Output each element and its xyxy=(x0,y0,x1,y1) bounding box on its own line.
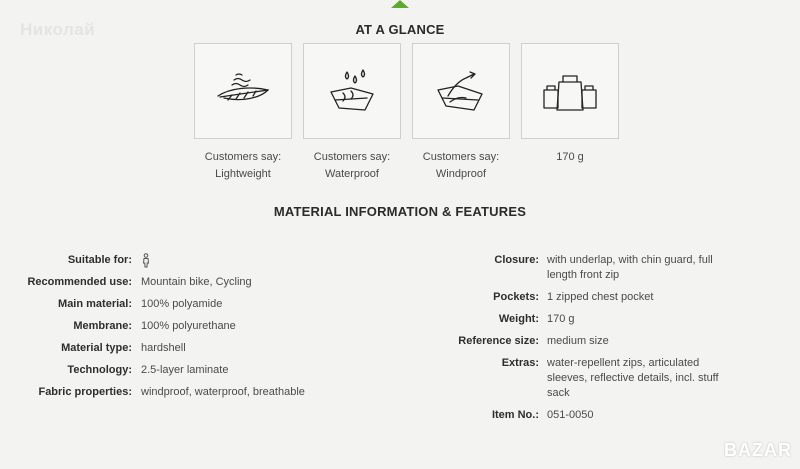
spec-label: Suitable for: xyxy=(67,254,132,266)
glance-caption-line1: Customers say: xyxy=(313,151,391,163)
spec-label: Technology: xyxy=(67,364,132,376)
feather-icon xyxy=(212,66,274,116)
glance-item-windproof xyxy=(412,43,510,183)
spec-label: Item No.: xyxy=(491,409,539,421)
at-a-glance-title: AT A GLANCE xyxy=(355,22,445,37)
spec-list-left xyxy=(0,253,400,407)
spec-label: Closure: xyxy=(494,254,539,266)
spec-value: with underlap, with chin guard, full length front zip xyxy=(547,254,713,281)
watermark-text: Николай xyxy=(20,20,96,39)
spec-row-extras xyxy=(400,356,800,401)
spec-value: windproof, waterproof, breathable xyxy=(141,386,305,398)
spec-row-reference-size xyxy=(400,334,800,349)
spec-value: 100% polyamide xyxy=(141,298,223,310)
spec-row-weight xyxy=(400,312,800,327)
spec-row-material-type xyxy=(0,341,400,356)
weight-icon xyxy=(539,66,601,116)
spec-label: Fabric properties: xyxy=(38,386,132,398)
glance-item-weight xyxy=(521,43,619,166)
spec-label: Extras: xyxy=(501,357,539,369)
glance-caption-line2: Waterproof xyxy=(324,168,379,180)
spec-row-item-no xyxy=(400,408,800,423)
spec-row-closure xyxy=(400,253,800,283)
spec-value: water-repellent zips, articulated sleeves, reflective details, incl. stuff sack xyxy=(547,357,719,399)
person-icon xyxy=(141,253,151,268)
glance-box xyxy=(521,43,619,139)
spec-value: 2.5-layer laminate xyxy=(141,364,229,376)
spec-label: Material type: xyxy=(61,342,132,354)
spec-label: Pockets: xyxy=(493,291,539,303)
glance-caption-line1: Customers say: xyxy=(422,151,500,163)
spec-label: Weight: xyxy=(498,313,539,325)
section-pointer-icon xyxy=(391,0,409,8)
glance-item-lightweight xyxy=(194,43,292,183)
glance-box xyxy=(303,43,401,139)
glance-caption-line2: Windproof xyxy=(435,168,487,180)
glance-item-waterproof xyxy=(303,43,401,183)
spec-row-pockets xyxy=(400,290,800,305)
glance-caption-line2: Lightweight xyxy=(215,168,271,180)
bazar-watermark-logo: BAZAR xyxy=(724,440,792,460)
spec-value: 100% polyurethane xyxy=(141,320,236,332)
spec-value: Mountain bike, Cycling xyxy=(141,276,252,288)
spec-label: Membrane: xyxy=(73,320,132,332)
glance-box xyxy=(412,43,510,139)
spec-row-main-material xyxy=(0,297,400,312)
glance-caption-line2: 170 g xyxy=(556,151,584,163)
spec-value: 170 g xyxy=(547,313,575,325)
spec-value: 051-0050 xyxy=(547,409,594,421)
spec-row-recommended-use xyxy=(0,275,400,290)
spec-value xyxy=(141,253,391,268)
spec-value: hardshell xyxy=(141,342,186,354)
glance-caption-line1: Customers say: xyxy=(204,151,282,163)
windproof-icon xyxy=(430,66,492,116)
spec-value: 1 zipped chest pocket xyxy=(547,291,654,303)
spec-label: Recommended use: xyxy=(27,276,132,288)
glance-box xyxy=(194,43,292,139)
waterproof-icon xyxy=(321,66,383,116)
spec-label: Main material: xyxy=(58,298,132,310)
spec-list-right xyxy=(400,253,800,430)
spec-row-suitable-for xyxy=(0,253,400,268)
spec-row-fabric-properties xyxy=(0,385,400,400)
material-section-title: MATERIAL INFORMATION & FEATURES xyxy=(273,204,527,219)
spec-value: medium size xyxy=(547,335,609,347)
spec-label: Reference size: xyxy=(458,335,539,347)
spec-row-membrane xyxy=(0,319,400,334)
spec-row-technology xyxy=(0,363,400,378)
